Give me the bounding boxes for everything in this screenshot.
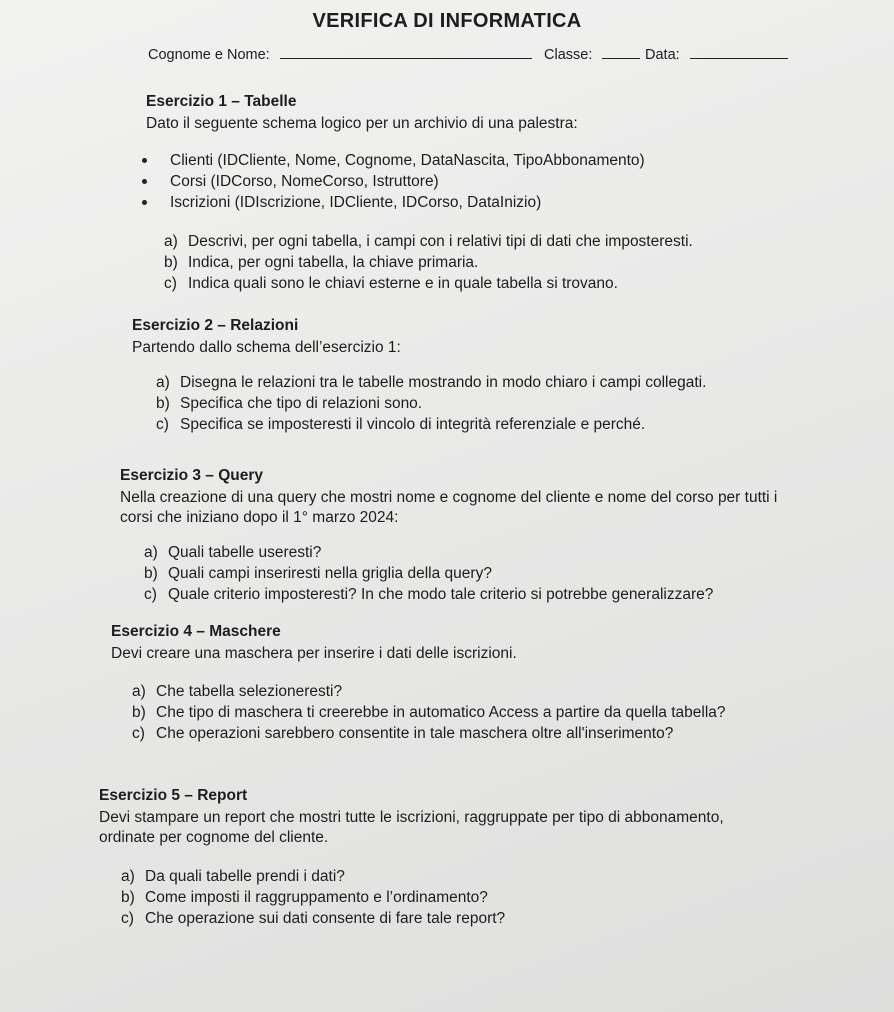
question-item: a) Descrivi, per ogni tabella, i campi con i relativi tipi di dati che imposteresti.: [164, 233, 693, 250]
list-item: Iscrizioni (IDIscrizione, IDCliente, IDCorso, DataInizio): [140, 192, 866, 213]
exercise-2-title: Esercizio 2 – Relazioni: [132, 317, 299, 334]
exercise-5-intro-line-1: Devi stampare un report che mostri tutte le iscrizioni, raggruppate per tipo di abbonamento,: [99, 809, 724, 826]
exercise-3-intro-line-1: Nella creazione di una query che mostri nome e cognome del cliente e nome del corso per tutti i: [120, 489, 778, 506]
exercise-4: [111, 622, 871, 744]
exercise-3-intro-line-2: corsi che iniziano dopo il 1° marzo 2024:: [120, 509, 399, 526]
list-item: Clienti (IDCliente, Nome, Cognome, DataNascita, TipoAbbonamento): [140, 150, 866, 171]
exercise-4-title: Esercizio 4 – Maschere: [111, 623, 281, 640]
exercise-2-questions: [156, 372, 862, 435]
date-blank: [690, 46, 788, 59]
question-item: c) Specifica se imposteresti il vincolo di integrità referenziale e perché.: [156, 416, 646, 433]
question-item: b) Che tipo di maschera ti creerebbe in automatico Access a partire da quella tabella?: [132, 704, 726, 721]
date-label: Data:: [645, 47, 680, 63]
class-field: [544, 46, 640, 63]
exercise-4-questions: [132, 681, 871, 744]
question-item: c) Che operazione sui dati consente di fare tale report?: [121, 910, 506, 927]
exercise-5: [99, 786, 879, 929]
table-schema-list: [140, 150, 866, 213]
exercise-1: [146, 92, 866, 294]
question-item: a) Che tabella selezioneresti?: [132, 683, 343, 700]
question-item: a) Quali tabelle useresti?: [144, 544, 322, 561]
question-item: b) Indica, per ogni tabella, la chiave primaria.: [164, 254, 479, 271]
class-label: Classe:: [544, 47, 593, 63]
exercise-5-title: Esercizio 5 – Report: [99, 787, 248, 804]
question-item: c) Che operazioni sarebbero consentite in tale maschera oltre all'inserimento?: [132, 725, 674, 742]
class-blank: [602, 46, 640, 59]
name-blank: [280, 46, 532, 59]
exercise-2-intro: Partendo dallo schema dell’esercizio 1:: [132, 339, 401, 356]
question-item: a) Disegna le relazioni tra le tabelle mostrando in modo chiaro i campi collegati.: [156, 374, 707, 391]
exercise-1-questions: [164, 231, 866, 294]
question-item: c) Quale criterio imposteresti? In che modo tale criterio si potrebbe generalizzare?: [144, 586, 714, 603]
question-item: b) Specifica che tipo di relazioni sono.: [156, 395, 423, 412]
exercise-3-title: Esercizio 3 – Query: [120, 467, 264, 484]
question-item: a) Da quali tabelle prendi i dati?: [121, 868, 345, 885]
exercise-3: [120, 466, 880, 605]
list-item: Corsi (IDCorso, NomeCorso, Istruttore): [140, 171, 866, 192]
exercise-3-questions: [144, 542, 880, 605]
question-item: c) Indica quali sono le chiavi esterne e in quale tabella si trovano.: [164, 275, 618, 292]
name-field: [148, 46, 532, 63]
question-item: b) Come imposti il raggruppamento e l’ordinamento?: [121, 889, 488, 906]
page-title: VERIFICA DI INFORMATICA: [312, 10, 582, 32]
date-field: [645, 46, 788, 63]
name-label: Cognome e Nome:: [148, 47, 270, 63]
exercise-4-intro: Devi creare una maschera per inserire i dati delle iscrizioni.: [111, 645, 517, 662]
exercise-1-title: Esercizio 1 – Tabelle: [146, 93, 297, 110]
exercise-5-intro-line-2: ordinate per cognome del cliente.: [99, 829, 329, 846]
exercise-2: [132, 316, 862, 435]
exercise-5-questions: [121, 866, 879, 929]
exercise-1-intro: Dato il seguente schema logico per un archivio di una palestra:: [146, 115, 578, 132]
question-item: b) Quali campi inseriresti nella griglia della query?: [144, 565, 492, 582]
